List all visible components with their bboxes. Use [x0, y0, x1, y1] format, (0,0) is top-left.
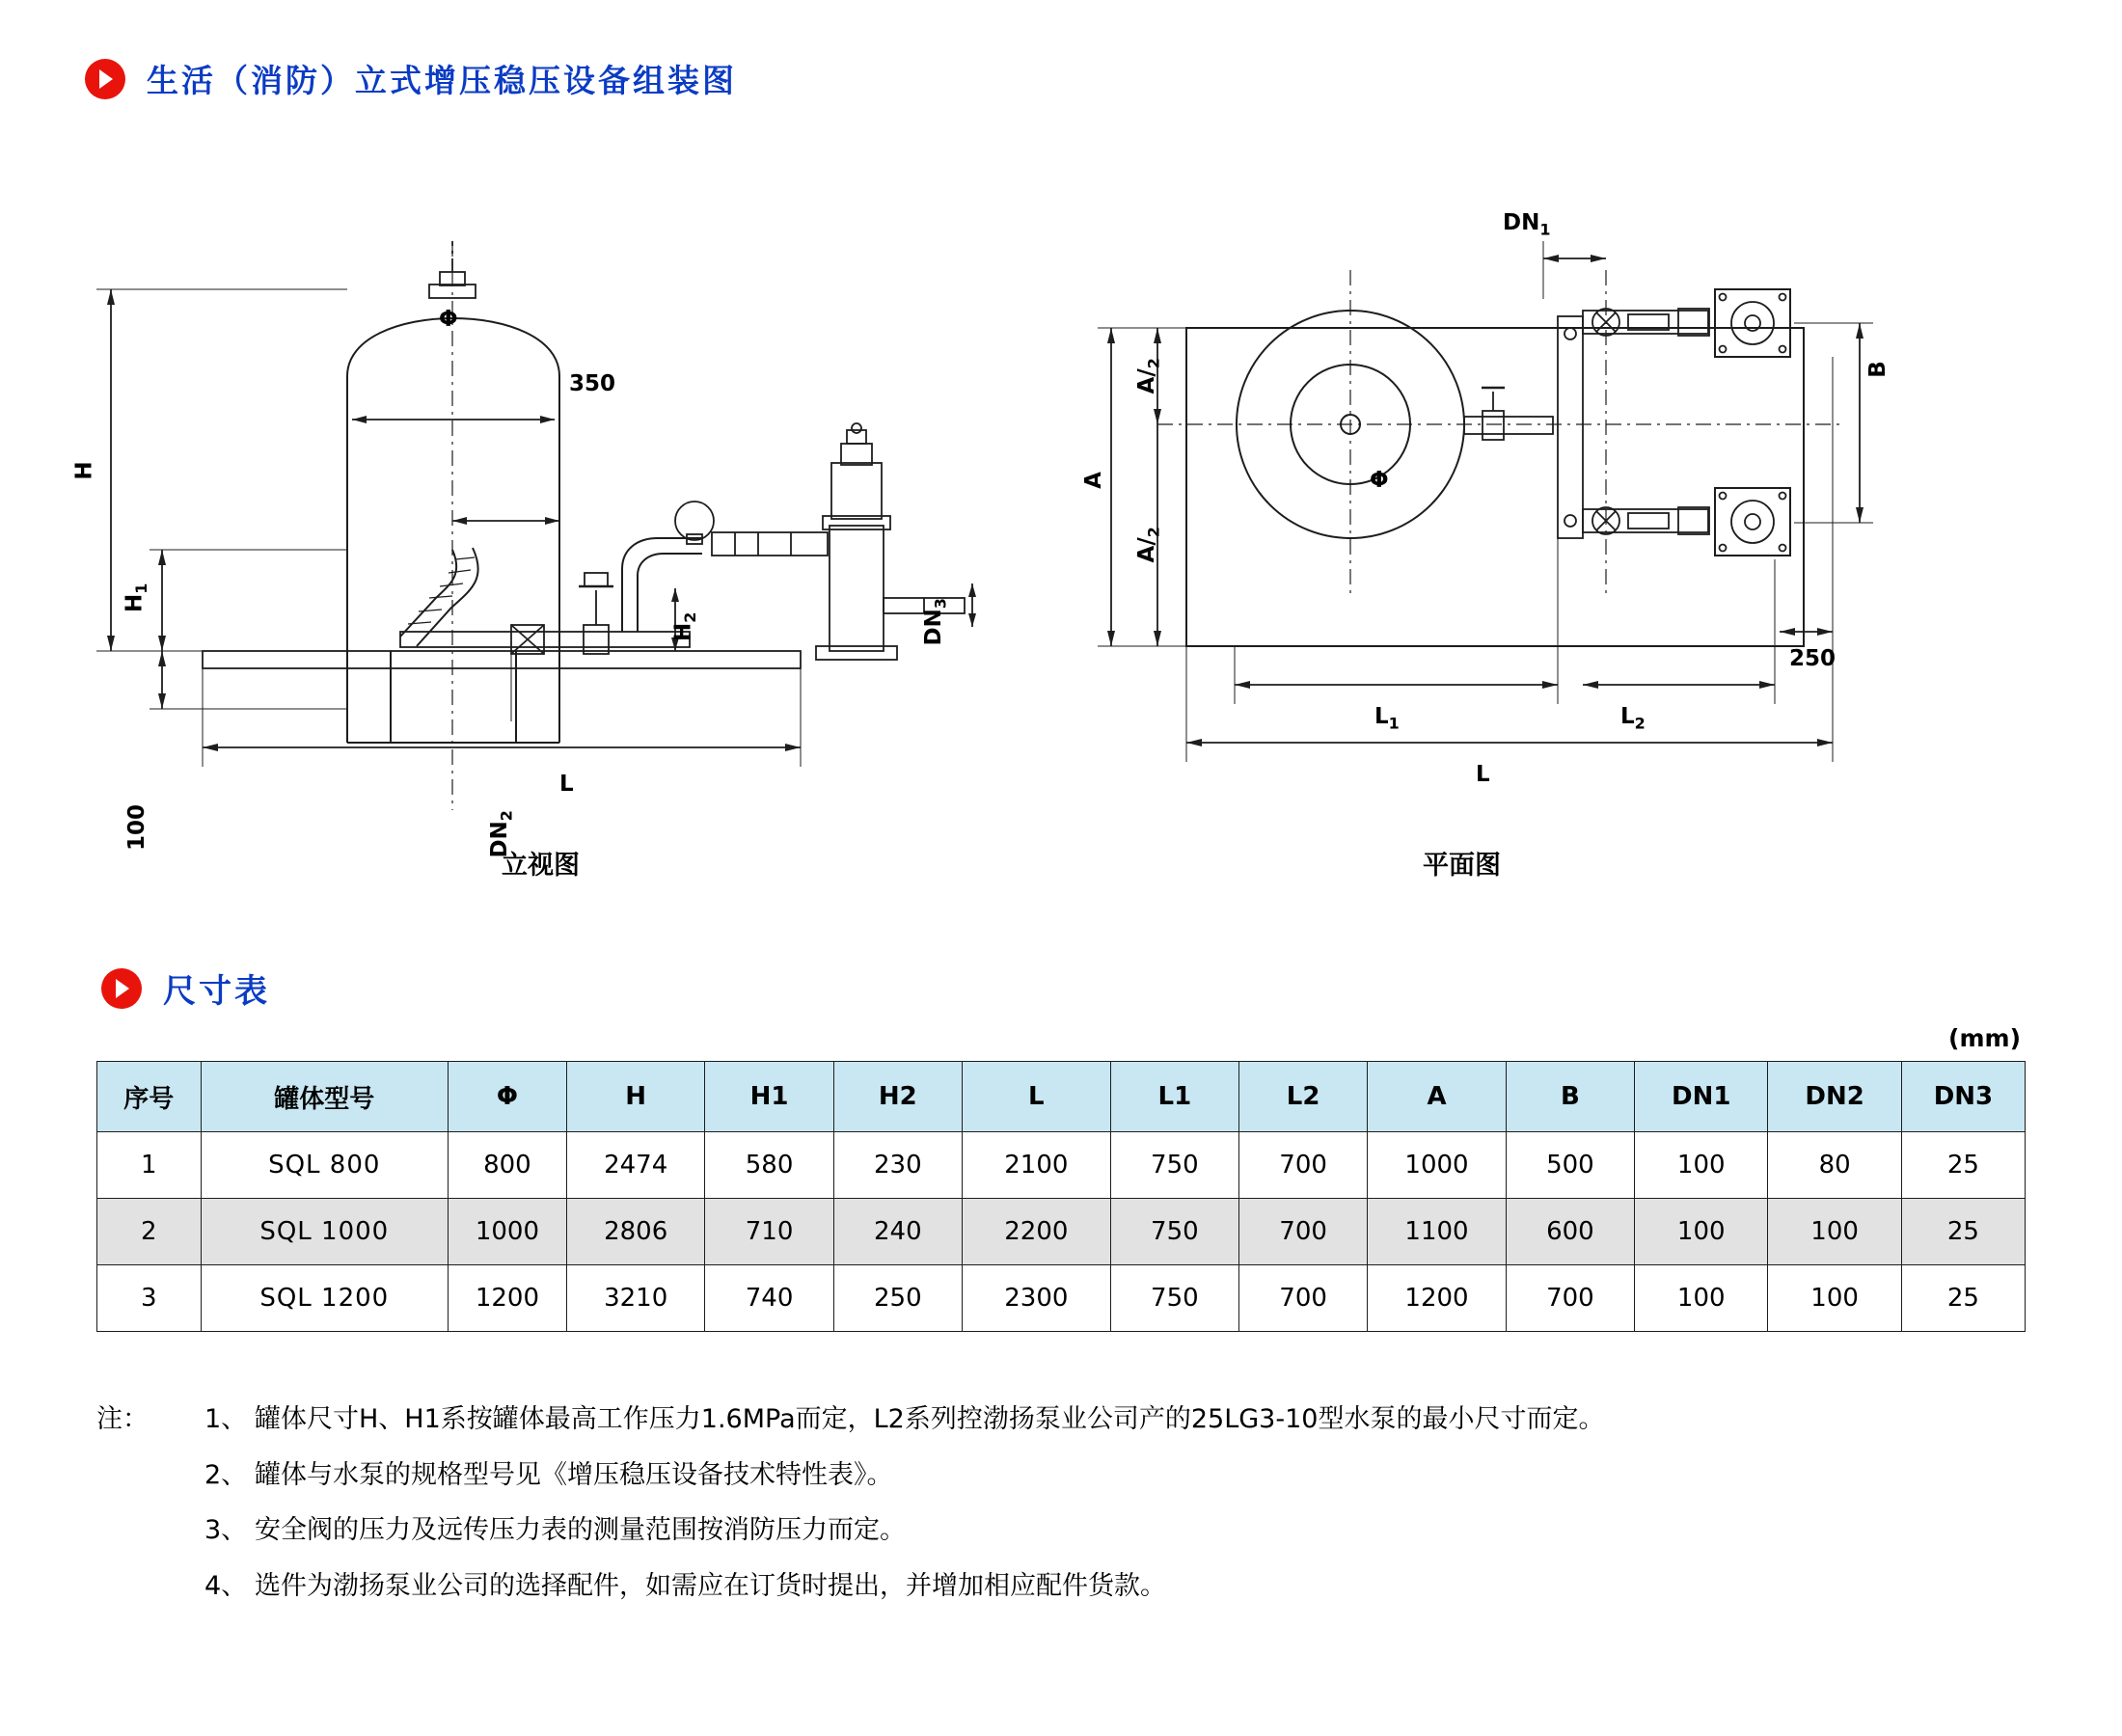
plan-dim-DN1: $DN_1$	[1503, 210, 1551, 239]
cell-l1: 750	[1110, 1199, 1238, 1265]
cell-a: 1100	[1368, 1199, 1507, 1265]
cell-index: 3	[97, 1265, 202, 1332]
cell-l: 2300	[962, 1265, 1110, 1332]
cell-l2: 700	[1238, 1199, 1367, 1265]
elev-dim-100: 100	[124, 803, 150, 852]
table-row	[97, 1199, 2026, 1265]
cell-model: SQL 1200	[201, 1265, 448, 1332]
size-table-heading-label: 尺寸表	[163, 972, 270, 1011]
cell-l1: 750	[1110, 1132, 1238, 1199]
cell-model: SQL 800	[201, 1132, 448, 1199]
dimension-table	[96, 1061, 2026, 1332]
table-header-row	[97, 1062, 2026, 1132]
elev-dim-DN3: $DN_3$	[920, 598, 950, 646]
cell-l1: 750	[1110, 1265, 1238, 1332]
plan-view-drawing	[1003, 145, 1968, 839]
elev-dim-L: L	[559, 772, 574, 797]
triangle-bullet-icon	[101, 968, 142, 1009]
note-number: 2、	[204, 1459, 248, 1490]
cell-a: 1200	[1368, 1265, 1507, 1332]
plan-dim-A-half-bottom: $A/_2$	[1133, 527, 1163, 563]
cell-b: 500	[1506, 1132, 1634, 1199]
cell-h2: 240	[833, 1199, 962, 1265]
cell-h1: 710	[705, 1199, 833, 1265]
unit-label: (mm)	[1948, 1024, 2021, 1052]
cell-dn2: 100	[1768, 1265, 1901, 1332]
cell-h1: 580	[705, 1132, 833, 1199]
col-header-l: L	[962, 1062, 1110, 1132]
cell-h2: 230	[833, 1132, 962, 1199]
col-header-dn2: DN2	[1768, 1062, 1901, 1132]
size-table-heading	[101, 964, 270, 1012]
page-title	[85, 56, 737, 101]
plan-dim-A: A	[1080, 472, 1106, 489]
plan-dim-A-half-top: $A/_2$	[1133, 358, 1163, 394]
cell-h: 2474	[566, 1132, 705, 1199]
note-item	[96, 1509, 2045, 1552]
cell-l: 2200	[962, 1199, 1110, 1265]
plan-view-caption: 平面图	[1423, 851, 1501, 881]
table-row	[97, 1132, 2026, 1199]
note-item	[96, 1565, 2045, 1608]
cell-b: 700	[1506, 1265, 1634, 1332]
elev-dim-DN2: $DN_2$	[486, 810, 516, 858]
plan-dim-B: B	[1864, 361, 1891, 378]
col-header-b: B	[1506, 1062, 1634, 1132]
table-row	[97, 1265, 2026, 1332]
cell-l: 2100	[962, 1132, 1110, 1199]
cell-h: 2806	[566, 1199, 705, 1265]
cell-dn1: 100	[1635, 1199, 1768, 1265]
col-header-phi: Φ	[448, 1062, 566, 1132]
cell-a: 1000	[1368, 1132, 1507, 1199]
triangle-bullet-icon	[85, 59, 125, 99]
cell-dn3: 25	[1901, 1265, 2025, 1332]
cell-dn3: 25	[1901, 1132, 2025, 1199]
cell-dn2: 80	[1768, 1132, 1901, 1199]
cell-h1: 740	[705, 1265, 833, 1332]
notes-lead-spacer	[96, 1454, 204, 1497]
cell-l2: 700	[1238, 1265, 1367, 1332]
cell-dn2: 100	[1768, 1199, 1901, 1265]
col-header-h2: H2	[833, 1062, 962, 1132]
elevation-view-drawing	[58, 145, 1022, 839]
note-text: 选件为渤扬泵业公司的选择配件，如需应在订货时提出，并增加相应配件货款。	[255, 1571, 1166, 1602]
notes-lead-label: 注：	[96, 1404, 149, 1434]
plan-dim-phi-small: Φ	[1370, 468, 1389, 493]
cell-phi: 800	[448, 1132, 566, 1199]
col-header-index: 序号	[97, 1062, 202, 1132]
cell-index: 1	[97, 1132, 202, 1199]
notes-lead-spacer	[96, 1565, 204, 1608]
elev-dim-H2: $H_2$	[670, 611, 699, 641]
col-header-a: A	[1368, 1062, 1507, 1132]
cell-h2: 250	[833, 1265, 962, 1332]
col-header-l1: L1	[1110, 1062, 1238, 1132]
cell-b: 600	[1506, 1199, 1634, 1265]
cell-dn1: 100	[1635, 1132, 1768, 1199]
note-number: 3、	[204, 1515, 248, 1546]
note-number: 1、	[204, 1404, 248, 1434]
note-item	[96, 1398, 2045, 1441]
note-text: 罐体与水泵的规格型号见《增压稳压设备技术特性表》。	[255, 1459, 893, 1490]
plan-dim-L2: $L_2$	[1620, 704, 1646, 733]
col-header-h1: H1	[705, 1062, 833, 1132]
elev-dim-350: 350	[569, 371, 616, 396]
plan-dim-250: 250	[1789, 646, 1836, 671]
cell-index: 2	[97, 1199, 202, 1265]
cell-dn3: 25	[1901, 1199, 2025, 1265]
cell-phi: 1200	[448, 1265, 566, 1332]
col-header-l2: L2	[1238, 1062, 1367, 1132]
cell-h: 3210	[566, 1265, 705, 1332]
col-header-h: H	[566, 1062, 705, 1132]
col-header-dn1: DN1	[1635, 1062, 1768, 1132]
note-text: 安全阀的压力及远传压力表的测量范围按消防压力而定。	[255, 1515, 906, 1546]
notes-block	[96, 1398, 2045, 1621]
cell-l2: 700	[1238, 1132, 1367, 1199]
cell-model: SQL 1000	[201, 1199, 448, 1265]
note-item	[96, 1454, 2045, 1497]
plan-dim-L1: $L_1$	[1374, 704, 1400, 733]
note-text: 罐体尺寸H、H1系按罐体最高工作压力1.6MPa而定，L2系列控渤扬泵业公司产的25LG3-10型水泵的最小尺寸而定。	[255, 1404, 1605, 1434]
technical-drawing	[0, 145, 2122, 897]
notes-lead-spacer	[96, 1509, 204, 1552]
plan-dim-L: L	[1476, 762, 1490, 787]
page-title-label: 生活（消防）立式增压稳压设备组装图	[147, 62, 737, 99]
col-header-model: 罐体型号	[201, 1062, 448, 1132]
elevation-view-caption: 立视图	[502, 851, 580, 881]
col-header-dn3: DN3	[1901, 1062, 2025, 1132]
cell-dn1: 100	[1635, 1265, 1768, 1332]
note-number: 4、	[204, 1571, 248, 1602]
elev-dim-phi: Φ	[439, 307, 458, 332]
cell-phi: 1000	[448, 1199, 566, 1265]
elev-dim-H1: $H_1$	[122, 583, 150, 612]
elev-dim-H: H	[71, 461, 97, 480]
